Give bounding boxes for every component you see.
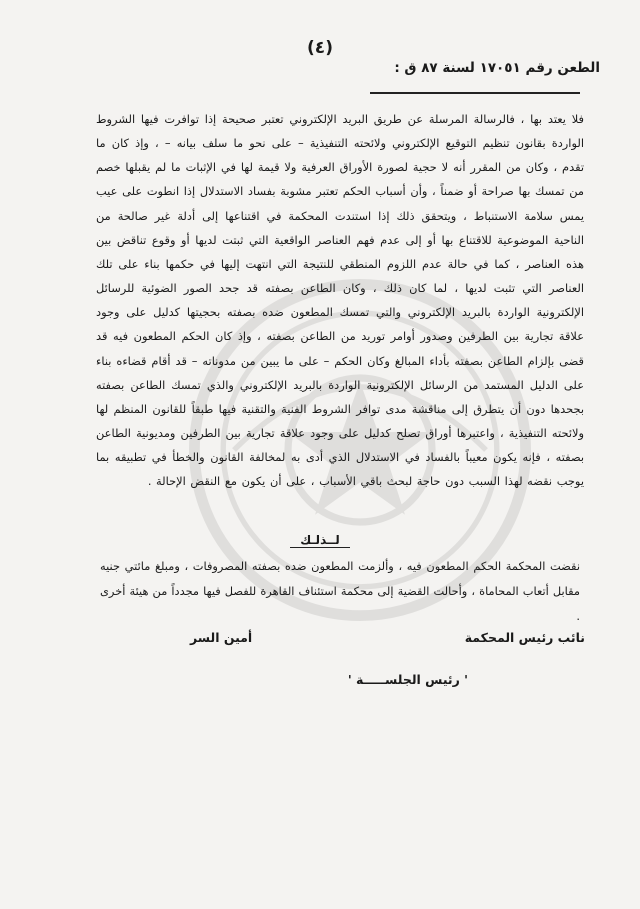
session-president-signature: ' رئيس الجلســـــة ' [347,672,468,687]
conclusion-heading [0,533,640,547]
ruling-paragraph: نقضت المحكمة الحكم المطعون فيه ، وألزمت المطعون ضده بصفته المصروفات ، ومبلغ مائتي جنيه مقابل أتعاب المحاماة ، وأحالت القضية إلى محكمة استئناف القاهرة للفصل فيها مجدداً من هيئة أخرى . [100,559,580,623]
clerk-signature: أمين السر [190,630,253,645]
conclusion-heading-text: لــذلـك [290,533,349,548]
judgment-body-paragraph: فلا يعتد بها ، فالرسالة المرسلة عن طريق البريد الإلكتروني تعتبر صحيحة إذا توافرت فيها الشروط الواردة بقانون تنظيم التوقيع الإلكتروني ولائحته التنفيذية – على نحو ما سلف بيانه – ، وإذ كان ما تقدم ، وكان من المقرر أنه لا حجية لصورة الأوراق العرفية ولا قيمة لها في الإثبات ما لم يقبلها خصم من تمسك بها صراحة أو ضمناً ، وأن أسباب الحكم تعتبر مشوبة بفساد الاستدلال إذا انطوت على عيب يمس سلامة الاستنباط ، ويتحقق ذلك إذا استندت المحكمة في اقتناعها إلى أدلة غير صالحة من الناحية الموضوعية للاقتناع بها أو إلى عدم فهم العناصر الواقعية التي ثبتت لديها أو وقوع تناقض بين هذه العناصر ، كما في حالة عدم اللزوم المنطقي للنتيجة التي انتهت إليها في حكمها بناء على تلك العناصر التي تثبت لديها ، لما كان ذلك ، وكان الطاعن بصفته قد جحد الصور الضوئية للرسائل الإلكترونية الواردة بالبريد الإلكتروني والتي تمسك المطعون ضده بصفته بحجيتها كدليل على وجود علاقة تجارية بين الطرفين وصدور أوامر توريد من الطاعن بصفته ، وإذ كان الحكم المطعون فيه قد قضى بإلزام الطاعن بصفته بأداء المبالغ وكان الحكم – على ما يبين من مدوناته – قد أقام قضاءه بناء على الدليل المستمد من الرسائل الإلكترونية الواردة بالبريد الإلكتروني والذي تمسك الطاعن بصفته بجحدها دون أن يتطرق إلى مناقشة مدى توافر الشروط الفنية والتقنية فيها طبقاً للقانون المنظم لها ولائحته التنفيذية ، واعتبرها أوراق تصلح كدليل على وجود علاقة تجارية بين الطرفين ومديونية الطاعن بصفته ، فإنه يكون معيباً بالفساد في الاستدلال الذي أدى به لمخالفة القانون والخطأ في تطبيقه بما يوجب نقضه لهذا السبب دون حاجة لبحث باقي الأسباب ، على أن يكون مع النقض الإحالة . [96,112,584,489]
vice-president-signature: نائب رئيس المحكمة [464,630,585,645]
page-number: (٤) [307,38,333,58]
header-divider [370,92,580,94]
case-number-header: الطعن رقم ١٧٠٥١ لسنة ٨٧ ق : [394,60,600,76]
